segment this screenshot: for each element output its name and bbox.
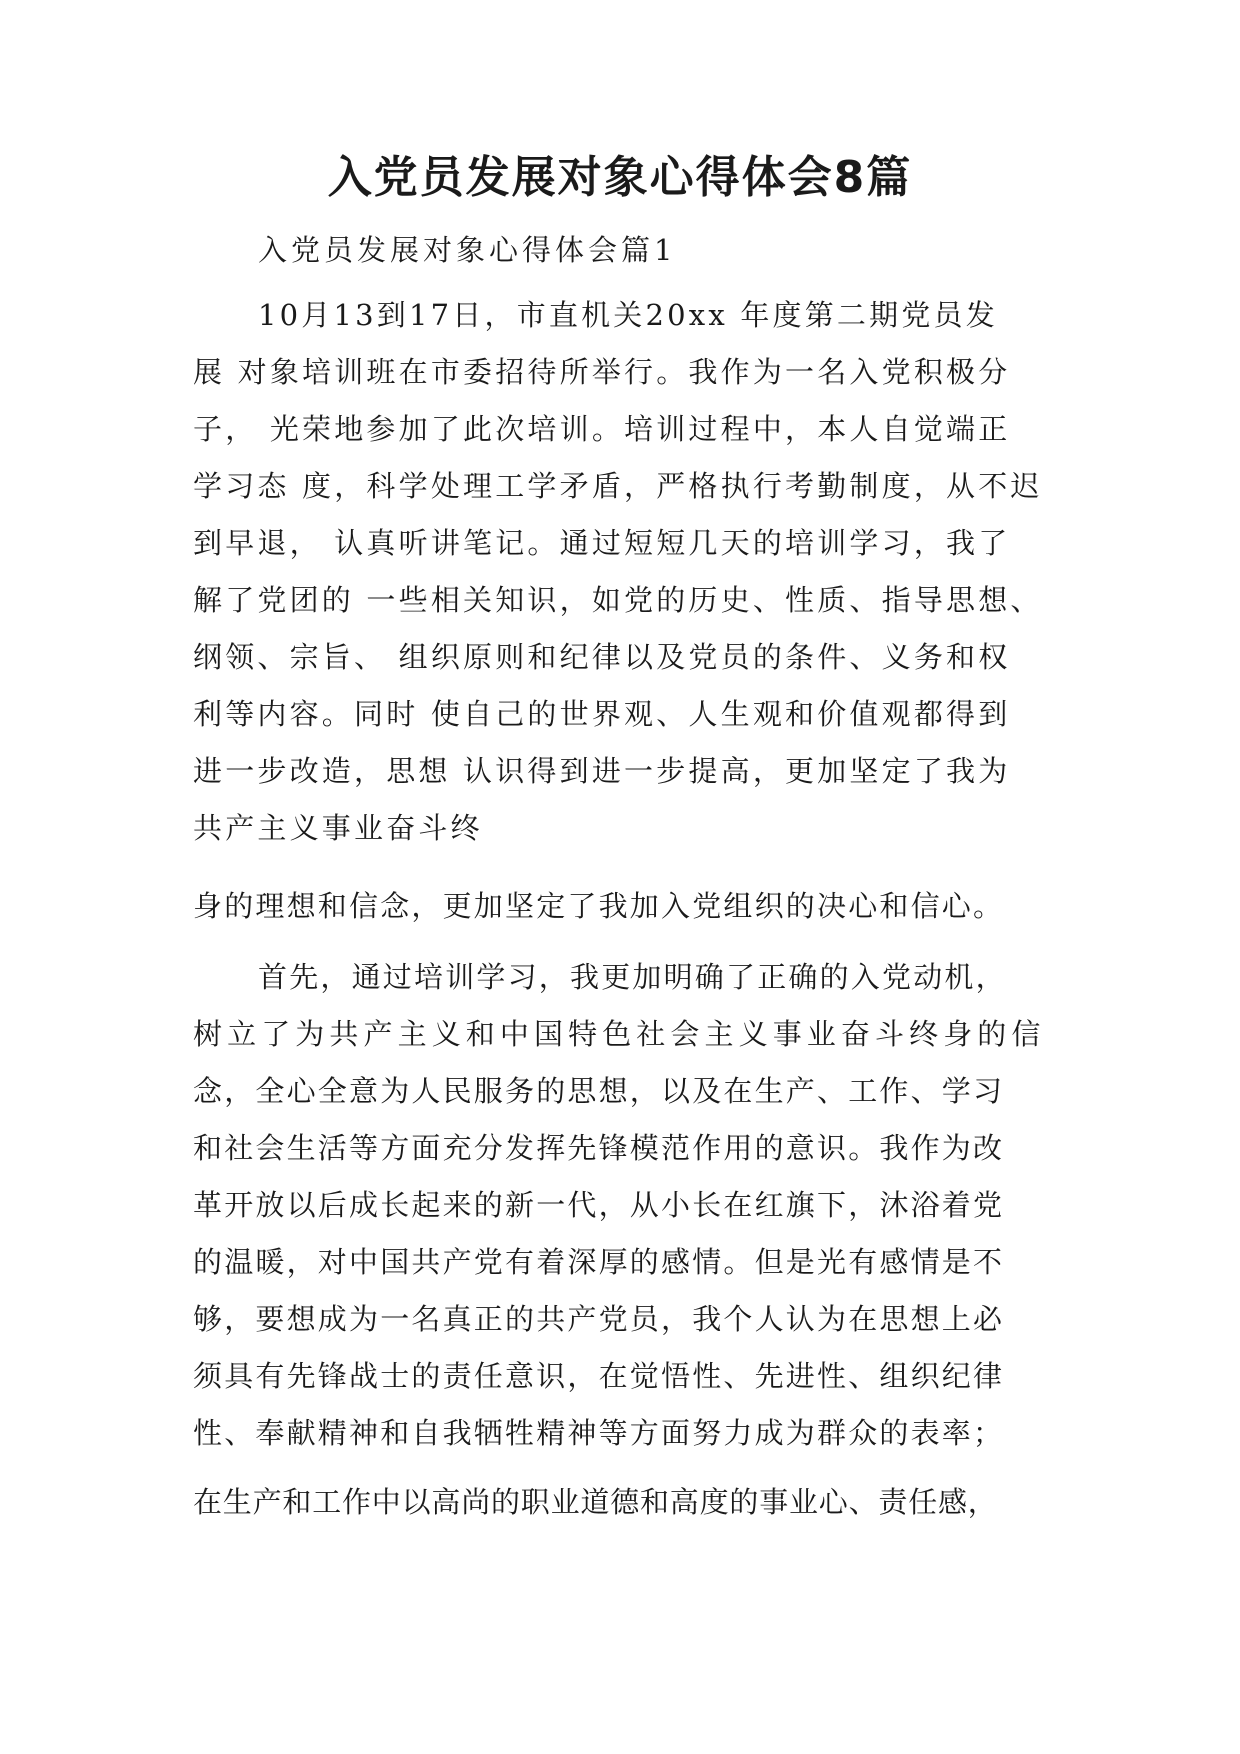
body-line-2: 展 对象培训班在市委招待所举行。我作为一名入党积极分 <box>193 355 1011 389</box>
page-title: 入党员发展对象心得体会8篇 <box>327 152 913 203</box>
body-line-10: 共产主义事业奋斗终 <box>193 811 483 845</box>
body-line-15: 和社会生活等方面充分发挥先锋模范作用的意识。我作为改 <box>193 1131 1005 1165</box>
body-line-11: 身的理想和信念，更加坚定了我加入党组织的决心和信心。 <box>193 889 1005 923</box>
body-line-16: 革开放以后成长起来的新一代，从小长在红旗下，沐浴着党 <box>193 1188 1005 1222</box>
body-line-18: 够，要想成为一名真正的共产党员，我个人认为在思想上必 <box>193 1302 1005 1336</box>
body-line-1: 10月13到17日，市直机关20xx 年度第二期党员发 <box>258 298 998 332</box>
body-line-8: 利等内容。同时 使自己的世界观、人生观和价值观都得到 <box>193 697 1011 731</box>
body-line-7: 纲领、宗旨、 组织原则和纪律以及党员的条件、义务和权 <box>193 640 1011 674</box>
body-line-20: 性、奉献精神和自我牺牲精神等方面努力成为群众的表率； <box>193 1416 1005 1450</box>
section-heading: 入党员发展对象心得体会篇1 <box>258 233 677 267</box>
body-line-21: 在生产和工作中以高尚的职业道德和高度的事业心、责任感， <box>193 1485 998 1519</box>
body-line-14: 念，全心全意为人民服务的思想，以及在生产、工作、学习 <box>193 1074 1005 1108</box>
body-line-19: 须具有先锋战士的责任意识，在觉悟性、先进性、组织纪律 <box>193 1359 1005 1393</box>
body-line-9: 进一步改造，思想 认识得到进一步提高，更加坚定了我为 <box>193 754 1011 788</box>
body-line-17: 的温暖，对中国共产党有着深厚的感情。但是光有感情是不 <box>193 1245 1005 1279</box>
body-line-4: 学习态 度，科学处理工学矛盾，严格执行考勤制度，从不迟 <box>193 469 1043 503</box>
body-line-12: 首先，通过培训学习，我更加明确了正确的入党动机， <box>258 960 1007 994</box>
body-line-3: 子， 光荣地参加了此次培训。培训过程中，本人自觉端正 <box>193 412 1011 446</box>
body-line-5: 到早退， 认真听讲笔记。通过短短几天的培训学习，我了 <box>193 526 1011 560</box>
body-line-6: 解了党团的 一些相关知识，如党的历史、性质、指导思想、 <box>193 583 1043 617</box>
body-line-13: 树立了为共产主义和中国特色社会主义事业奋斗终身的信 <box>193 1017 1046 1051</box>
